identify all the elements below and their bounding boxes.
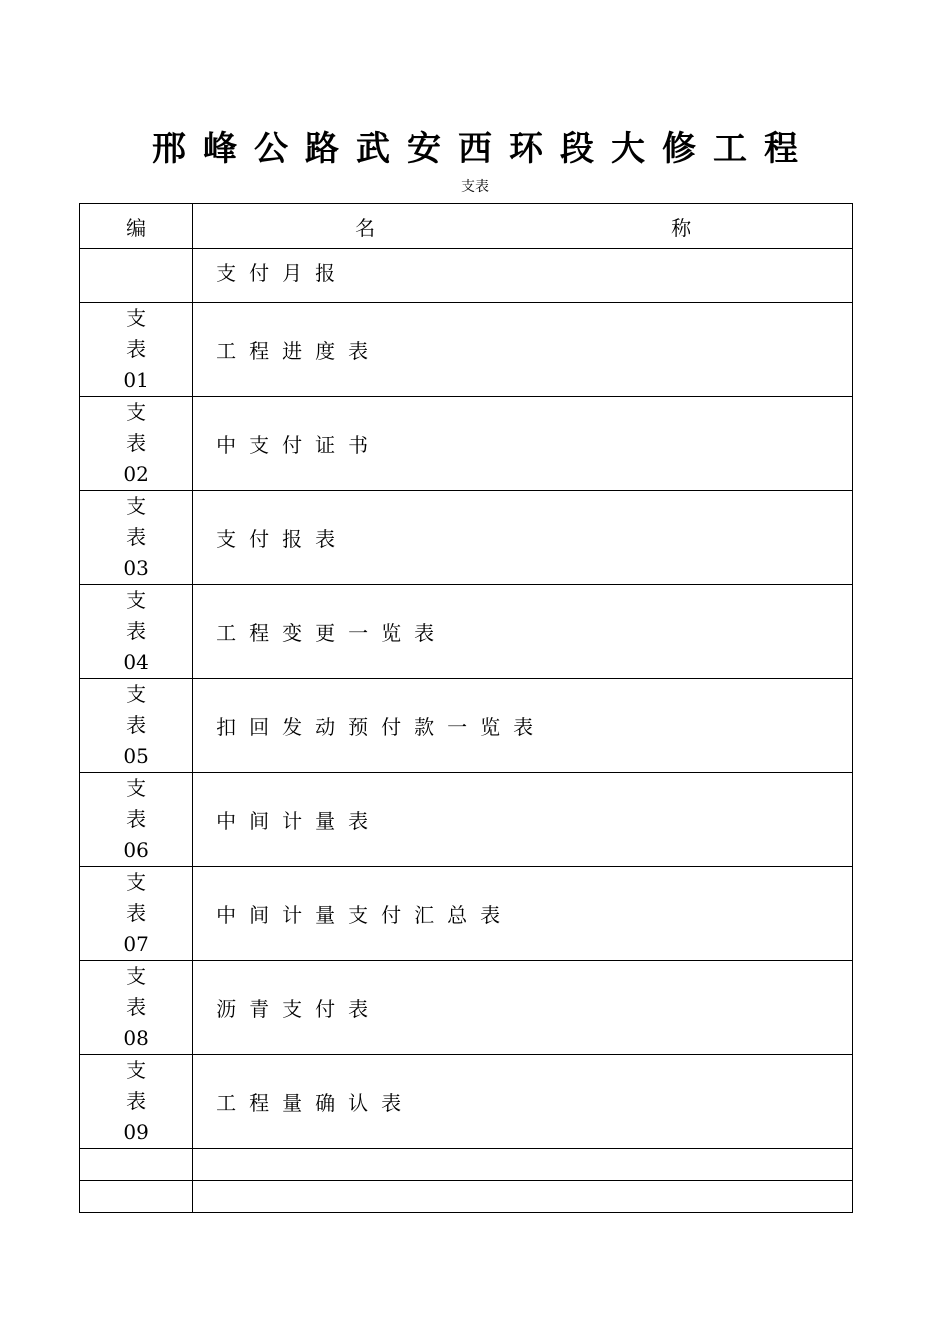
- code-number: 04: [123, 650, 149, 674]
- code-number: 07: [123, 932, 149, 956]
- document-subtitle: 支表: [461, 179, 489, 195]
- header-name-part1: 名: [355, 216, 376, 240]
- code-line: 支: [126, 494, 147, 518]
- document-title: 邢峰公路武安西环段大修工程: [152, 129, 815, 169]
- code-line: 表: [126, 525, 147, 549]
- code-number: 03: [123, 556, 149, 580]
- code-cell: [80, 867, 193, 961]
- code-line: 支: [126, 964, 147, 988]
- header-name-part2: 称: [671, 216, 692, 240]
- table-row: [80, 303, 853, 397]
- name-cell: 工程变更一览表: [193, 585, 853, 679]
- table-row: [80, 1055, 853, 1149]
- code-line: 支: [126, 776, 147, 800]
- code-cell: [80, 585, 193, 679]
- code-line: 表: [126, 431, 147, 455]
- code-cell: [80, 679, 193, 773]
- code-cell: [80, 961, 193, 1055]
- code-number: 01: [123, 368, 149, 392]
- code-number: 09: [123, 1120, 149, 1144]
- code-cell: [80, 773, 193, 867]
- name-cell: 中支付证书: [193, 397, 853, 491]
- name-cell: 扣回发动预付款一览表: [193, 679, 853, 773]
- empty-table-row: [80, 1181, 853, 1213]
- form-index-table: [79, 203, 853, 1213]
- name-cell: 沥青支付表: [193, 961, 853, 1055]
- code-cell: [80, 491, 193, 585]
- table-row: [80, 961, 853, 1055]
- code-number: 02: [123, 462, 149, 486]
- code-line: 支: [126, 1058, 147, 1082]
- table-row: [80, 867, 853, 961]
- code-line: 表: [126, 995, 147, 1019]
- code-line: 表: [126, 807, 147, 831]
- table-row: [80, 249, 853, 303]
- empty-name-cell: [193, 1149, 853, 1181]
- code-cell: [80, 249, 193, 303]
- code-line: 表: [126, 337, 147, 361]
- code-cell: [80, 1055, 193, 1149]
- table-header-row: [80, 204, 853, 249]
- table-row: [80, 585, 853, 679]
- name-cell: 工程进度表: [193, 303, 853, 397]
- header-code-cell: 编: [80, 204, 193, 249]
- code-line: 支: [126, 588, 147, 612]
- name-cell: 中间计量表: [193, 773, 853, 867]
- code-line: 表: [126, 1089, 147, 1113]
- empty-code-cell: [80, 1181, 193, 1213]
- name-cell: 中间计量支付汇总表: [193, 867, 853, 961]
- code-number: 05: [123, 744, 149, 768]
- empty-name-cell: [193, 1181, 853, 1213]
- code-line: 表: [126, 713, 147, 737]
- empty-table-row: [80, 1149, 853, 1181]
- code-cell: [80, 303, 193, 397]
- table-row: [80, 397, 853, 491]
- code-line: 表: [126, 901, 147, 925]
- code-line: 表: [126, 619, 147, 643]
- table-row: [80, 491, 853, 585]
- code-number: 06: [123, 838, 149, 862]
- table-row: [80, 773, 853, 867]
- code-line: 支: [126, 306, 147, 330]
- code-line: 支: [126, 682, 147, 706]
- code-line: 支: [126, 870, 147, 894]
- name-cell: 工程量确认表: [193, 1055, 853, 1149]
- empty-code-cell: [80, 1149, 193, 1181]
- table-row: [80, 679, 853, 773]
- name-cell: 支付报表: [193, 491, 853, 585]
- header-name-cell: [193, 204, 853, 249]
- code-cell: [80, 397, 193, 491]
- name-cell: 支付月报: [193, 249, 853, 303]
- code-number: 08: [123, 1026, 149, 1050]
- code-line: 支: [126, 400, 147, 424]
